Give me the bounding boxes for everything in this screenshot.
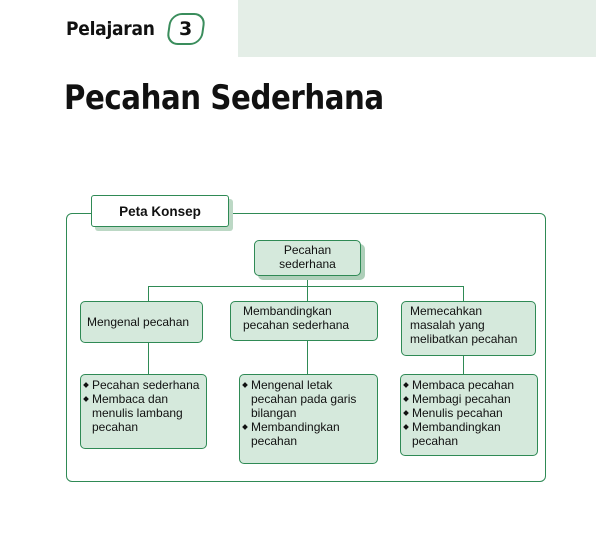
concept-map-tab: Peta Konsep: [91, 195, 229, 227]
connector-detail-3: [463, 356, 464, 374]
root-line-1: Pecahan: [283, 243, 332, 257]
page-title: Pecahan Sederhana: [64, 78, 384, 118]
branch-node-1: [80, 301, 203, 343]
list-item: [404, 378, 535, 392]
list-item-text: pecahan: [412, 434, 459, 448]
list-item-text: Menulis pecahan: [412, 406, 503, 420]
list-item: [243, 378, 375, 420]
branch-3-line-1: Memecahkan: [410, 304, 483, 318]
lesson-label: Pelajaran: [66, 18, 155, 40]
branch-node-3: [401, 301, 536, 356]
list-item-text: pecahan pada garis: [251, 392, 357, 406]
detail-node-3: [400, 374, 538, 456]
list-item-text: Mengenal letak: [251, 378, 333, 392]
detail-list-1: [84, 378, 204, 434]
list-item-text: Membandingkan: [412, 420, 501, 434]
header-band: [238, 0, 596, 57]
connector-branch-2: [307, 286, 308, 301]
branch-1-line-1: Mengenal pecahan: [87, 315, 190, 329]
list-item: [84, 392, 204, 434]
list-item-text: Pecahan sederhana: [92, 378, 200, 392]
root-line-2: sederhana: [279, 257, 336, 271]
list-item: [84, 378, 204, 392]
list-item: [404, 392, 535, 406]
branch-2-line-1: Membandingkan: [243, 304, 332, 318]
connector-branch-1: [148, 286, 149, 301]
connector-detail-1: [148, 343, 149, 374]
detail-list-2: [243, 378, 375, 448]
detail-list-3: [404, 378, 535, 448]
list-item-text: Membaca dan: [92, 392, 169, 406]
connector-horizontal: [148, 286, 464, 287]
branch-2-line-2: pecahan sederhana: [243, 318, 350, 332]
branch-3-line-3: melibatkan pecahan: [410, 332, 518, 346]
list-item-text: Membaca pecahan: [412, 378, 515, 392]
branch-node-2: [230, 301, 378, 341]
list-item-text: pecahan: [251, 434, 298, 448]
connector-branch-3: [463, 286, 464, 301]
list-item: [404, 406, 535, 420]
list-item-text: Membagi pecahan: [412, 392, 511, 406]
detail-node-1: [80, 374, 207, 449]
list-item-text: bilangan: [251, 406, 297, 420]
lesson-number: 3: [179, 18, 193, 40]
list-item-text: Membandingkan: [251, 420, 340, 434]
list-item: [404, 420, 535, 448]
list-item-text: pecahan: [92, 420, 139, 434]
detail-node-2: [239, 374, 378, 464]
list-item: [243, 420, 375, 448]
branch-3-line-2: masalah yang: [410, 318, 485, 332]
connector-detail-2: [307, 341, 308, 374]
list-item-text: menulis lambang: [92, 406, 183, 420]
root-node: [254, 240, 361, 276]
